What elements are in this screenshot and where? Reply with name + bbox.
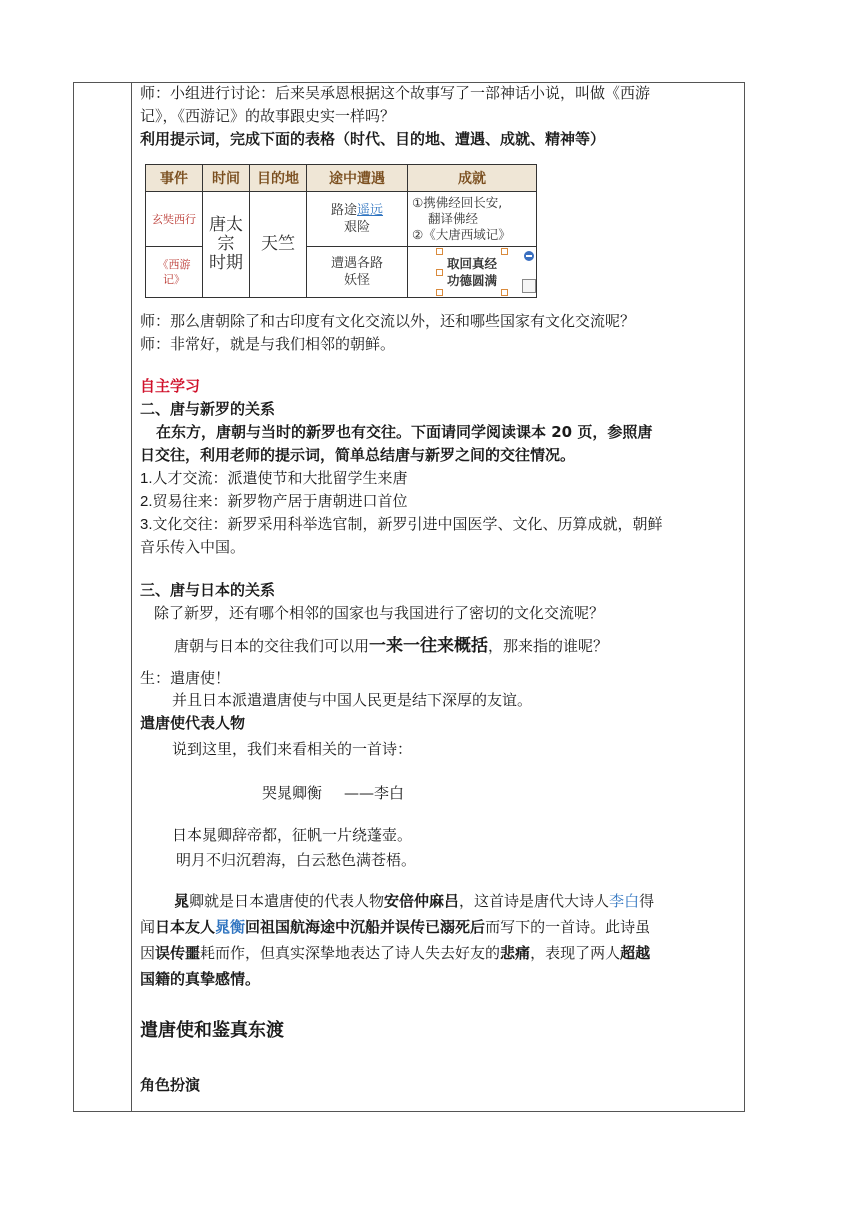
poem-title-line: [262, 782, 404, 804]
para-teacher-1: 师：那么唐朝除了和古印度有文化交流以外，还和哪些国家有文化交流呢？: [140, 312, 636, 330]
resize-handle[interactable]: [501, 289, 508, 296]
header-hardship: 途中遭遇: [307, 165, 408, 192]
hardship-1-highlight: 遥远: [357, 203, 384, 218]
achievement-1-b: 翻译佛经: [428, 211, 479, 226]
hardship-1-b: 艰险: [343, 220, 370, 235]
header-time: 时间: [203, 165, 250, 192]
resize-handle[interactable]: [436, 248, 443, 255]
layout-options-icon[interactable]: [522, 279, 536, 293]
table-task: 利用提示词，完成下面的表格（时代、目的地、遭遇、成就、精神等）: [140, 130, 606, 148]
event-xiyouji: 《西游记》: [146, 247, 203, 298]
column-divider: [131, 83, 132, 1111]
poem-author: ——李白: [344, 784, 405, 802]
poem-line-1: 日本晁卿辞帝都，征帆一片绕蓬壶。: [172, 826, 413, 844]
s2-item-3: 3.文化交往：新罗采用科举选官制，新罗引进中国医学、文化、历算成就，朝鲜: [140, 515, 663, 533]
achievement-1-a: ①携佛经回长安,: [412, 195, 503, 210]
resize-handle[interactable]: [501, 248, 508, 255]
s2-item-3-cont: 音乐传入中国。: [140, 538, 246, 556]
hardship-2-b: 妖怪: [343, 273, 370, 288]
para-teacher-2: 师：非常好，就是与我们相邻的朝鲜。: [140, 335, 396, 353]
event-xuanzang: 玄奘西行: [146, 192, 203, 247]
poem-line-2: 明月不归沉碧海，白云愁色满苍梧。: [176, 851, 417, 869]
time-cell: [203, 192, 250, 298]
poem-title: 哭晁卿衡: [262, 784, 323, 802]
hardship-cell-1: [307, 192, 408, 247]
s3-question-2: 唐朝与日本的交往我们可以用一来一往来概括，那来指的谁呢？: [174, 636, 609, 656]
explain-line-2: 闻日本友人晁衡回祖国航海途中沉船并误传已溺死后而写下的一首诗。此诗虽: [140, 918, 651, 936]
time-part-3: 时期: [209, 253, 243, 273]
achievement-2-b: 功德圆满: [446, 273, 497, 288]
header-destination: 目的地: [250, 165, 307, 192]
section-2-title: 二、唐与新罗的关系: [140, 400, 276, 418]
s3-answer: 生：遣唐使！: [140, 669, 231, 687]
section-4-title: 遣唐使和鉴真东渡: [140, 1020, 284, 1041]
header-event: 事件: [146, 165, 203, 192]
achievement-cell-1: [408, 192, 537, 247]
header-achievement: 成就: [408, 165, 537, 192]
poem-intro: 说到这里，我们来看相关的一首诗：: [172, 740, 413, 758]
hardship-2-a: 遭遇各路: [330, 256, 383, 271]
minus-circle-icon[interactable]: [524, 251, 534, 261]
explain-line-4: 国籍的真挚感情。: [140, 970, 261, 988]
destination-cell: 天竺: [250, 192, 307, 298]
hardship-1-a: 路途: [330, 203, 357, 218]
achievement-2-a: 取回真经: [446, 256, 497, 271]
self-study-heading: 自主学习: [140, 377, 201, 395]
time-part-1: 唐太: [209, 215, 243, 235]
s2-lead-2: 日交往，利用老师的提示词，简单总结唐与新罗之间的交往情况。: [140, 446, 576, 464]
xuanzang-table: [145, 164, 537, 298]
section-5-title: 角色扮演: [140, 1076, 201, 1094]
intro-line-2: 记》，《西游记》的故事跟史实一样吗？: [140, 107, 396, 125]
xuanzang-table-image: [145, 164, 537, 298]
intro-line-1: 师：小组进行讨论：后来吴承恩根据这个故事写了一部神话小说，叫做《西游: [140, 84, 651, 102]
s2-item-2: 2.贸易往来：新罗物产居于唐朝进口首位: [140, 492, 408, 510]
envoy-rep-title: 遣唐使代表人物: [140, 714, 246, 732]
s3-question-1: 除了新罗，还有哪个相邻的国家也与我国进行了密切的文化交流呢？: [154, 604, 605, 622]
s2-lead-1: 在东方，唐朝与当时的新罗也有交往。下面请同学阅读课本 20 页，参照唐: [156, 423, 653, 441]
achievement-cell-2: [408, 247, 537, 298]
explain-line-3: 因误传噩耗而作，但真实深挚地表达了诗人失去好友的悲痛，表现了两人超越: [140, 944, 651, 962]
achievement-1-c: ②《大唐西域记》: [412, 227, 511, 242]
section-3-title: 三、唐与日本的关系: [140, 581, 276, 599]
selected-textbox[interactable]: [439, 251, 505, 293]
s2-item-1: 1.人才交流：派遣使节和大批留学生来唐: [140, 469, 408, 487]
s3-answer-2: 并且日本派遣遣唐使与中国人民更是结下深厚的友谊。: [172, 691, 533, 709]
time-part-2: 宗: [217, 234, 235, 254]
resize-handle[interactable]: [436, 269, 443, 276]
explain-line-1: 晁卿就是日本遣唐使的代表人物安倍仲麻吕，这首诗是唐代大诗人李白得: [174, 892, 655, 910]
resize-handle[interactable]: [436, 289, 443, 296]
hardship-cell-2: [307, 247, 408, 298]
